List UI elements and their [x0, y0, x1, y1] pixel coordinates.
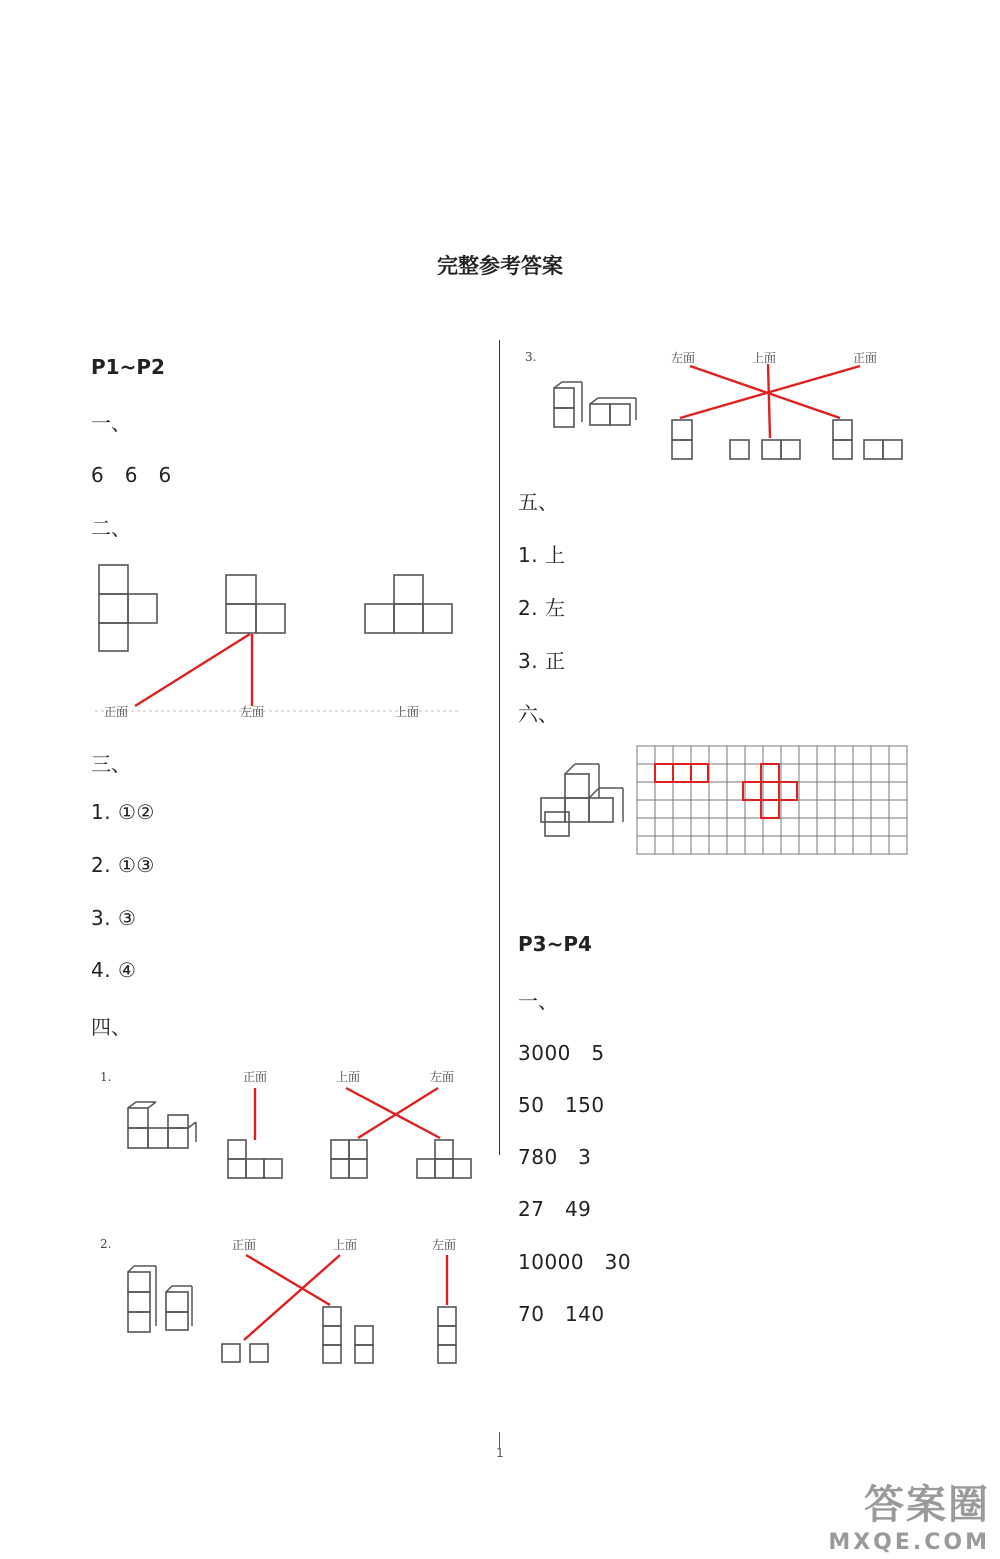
question-4-figure-3 [540, 360, 920, 470]
grid-cell [655, 818, 673, 836]
grid-cell [691, 764, 709, 782]
grid-cell [781, 818, 799, 836]
view-shape-3 [417, 1140, 471, 1178]
grid-cell [763, 836, 781, 854]
grid-cell [673, 746, 691, 764]
answer-row: 10000 30 [518, 1250, 632, 1274]
question-3-item: 1. ①② [91, 800, 155, 824]
grid-cell [871, 782, 889, 800]
grid-cell [799, 800, 817, 818]
grid-cell [889, 782, 907, 800]
grid-cell [637, 764, 655, 782]
grid-cell [709, 800, 727, 818]
grid-cell [637, 782, 655, 800]
grid-cell [871, 746, 889, 764]
grid-cell [817, 746, 835, 764]
grid-cell [835, 836, 853, 854]
grid-cell [853, 836, 871, 854]
view-label-top: 上面 [336, 1070, 361, 1084]
front-view-shape [99, 565, 157, 651]
question-2-label: 二、 [91, 516, 131, 540]
section-heading-p1-p2: P1~P2 [91, 355, 165, 379]
figure-number: 3. [525, 350, 537, 364]
view-label-left: 左面 [430, 1070, 455, 1084]
view-shape-2 [323, 1307, 373, 1363]
view-label-front: 正面 [243, 1070, 268, 1084]
grid-cell [709, 818, 727, 836]
connect-line [244, 1255, 340, 1340]
grid-cell [709, 782, 727, 800]
p3-question-1-label: 一、 [518, 989, 558, 1013]
grid-cell [763, 818, 781, 836]
highlight-shape-2 [743, 764, 797, 818]
grid-cell [691, 836, 709, 854]
grid-cell [781, 746, 799, 764]
grid-cell [817, 782, 835, 800]
grid-cell [745, 746, 763, 764]
view-shape-3 [833, 420, 902, 459]
grid-cell [637, 818, 655, 836]
grid-cell [799, 764, 817, 782]
connect-line [690, 366, 840, 418]
grid-cell [817, 764, 835, 782]
grid-cell [799, 836, 817, 854]
view-shape-3 [438, 1307, 456, 1363]
top-view-shape [365, 575, 452, 633]
grid-cell [835, 746, 853, 764]
question-5-item: 1. 上 [518, 543, 566, 567]
question-5-item: 2. 左 [518, 596, 566, 620]
grid-cell [853, 746, 871, 764]
question-6-label: 六、 [518, 702, 558, 726]
question-5-label: 五、 [518, 490, 558, 514]
cube-drawing [554, 382, 636, 427]
grid-cell [691, 746, 709, 764]
grid-cell [871, 818, 889, 836]
view-label-front: 正面 [104, 705, 129, 719]
site-watermark [828, 1473, 990, 1555]
grid-cell [835, 764, 853, 782]
view-label-left: 左面 [240, 705, 265, 719]
grid-cell [763, 746, 781, 764]
grid-cell [799, 818, 817, 836]
grid-cell [691, 800, 709, 818]
grid-cell [889, 764, 907, 782]
grid-cell [889, 746, 907, 764]
figure-number: 1. [100, 1070, 112, 1084]
connect-line [246, 1255, 330, 1305]
grid-cell [781, 836, 799, 854]
grid-cell [709, 764, 727, 782]
grid-cell [655, 836, 673, 854]
grid-cell [673, 818, 691, 836]
grid-cell [853, 782, 871, 800]
view-label-front: 正面 [232, 1238, 257, 1252]
view-label-top: 上面 [752, 351, 777, 365]
grid-cell [889, 836, 907, 854]
question-1-answers: 6 6 6 [91, 463, 172, 487]
question-3-label: 三、 [91, 752, 131, 776]
grid-cell [673, 836, 691, 854]
grid-cell [871, 764, 889, 782]
view-shape-1 [228, 1140, 282, 1178]
grid-cell [853, 800, 871, 818]
grid-cell [637, 746, 655, 764]
cube-tower-drawing [128, 1266, 192, 1332]
grid-cell [853, 818, 871, 836]
grid-cell [871, 800, 889, 818]
view-label-front: 正面 [853, 351, 878, 365]
grid-cell [637, 836, 655, 854]
grid-cell [691, 782, 709, 800]
grid-cell [853, 764, 871, 782]
question-3-item: 4. ④ [91, 958, 137, 982]
grid-cell [727, 836, 745, 854]
column-divider [499, 340, 500, 1155]
grid-cell [889, 818, 907, 836]
grid-cell [673, 782, 691, 800]
grid-cell [871, 836, 889, 854]
grid-cell [727, 746, 745, 764]
grid-cell [655, 764, 673, 782]
question-3-item: 3. ③ [91, 906, 137, 930]
grid-cell [727, 800, 745, 818]
question-1-label: 一、 [91, 411, 131, 435]
grid-cell [799, 746, 817, 764]
view-shape-1 [222, 1344, 268, 1362]
grid-cell [727, 764, 745, 782]
grid-cell [727, 818, 745, 836]
question-4-figure-1 [120, 1080, 490, 1185]
highlight-shape-1 [655, 764, 708, 782]
page-number: 1 [496, 1446, 504, 1460]
connect-line [768, 364, 770, 438]
answer-row: 70 140 [518, 1302, 605, 1326]
grid-cell [745, 818, 763, 836]
grid-cell [655, 800, 673, 818]
question-3-item: 2. ①③ [91, 853, 155, 877]
connect-line [135, 634, 250, 706]
grid-cell [889, 800, 907, 818]
grid-cell [799, 782, 817, 800]
grid-cell [745, 836, 763, 854]
grid-cell [709, 746, 727, 764]
grid-cell [817, 818, 835, 836]
view-shape-2 [331, 1140, 367, 1178]
grid-cell [781, 800, 799, 818]
question-5-item: 3. 正 [518, 649, 566, 673]
question-6-figure [520, 738, 920, 868]
grid-cell [673, 800, 691, 818]
view-label-left: 左面 [432, 1238, 457, 1252]
grid-cell [835, 782, 853, 800]
grid-cell [709, 836, 727, 854]
view-label-top: 上面 [395, 705, 420, 719]
view-shape-2 [730, 440, 800, 459]
grid-cell [655, 746, 673, 764]
grid-cell [835, 800, 853, 818]
grid-cell [817, 836, 835, 854]
grid-cell [781, 764, 799, 782]
page-title: 完整参考答案 [437, 254, 563, 278]
grid-cell [691, 818, 709, 836]
cross-cube-drawing [541, 764, 623, 836]
cube-stack-drawing [128, 1102, 196, 1148]
view-shape-1 [672, 420, 692, 459]
answer-row: 50 150 [518, 1093, 605, 1117]
grid-cell [655, 782, 673, 800]
view-label-left: 左面 [671, 351, 696, 365]
answer-row: 780 3 [518, 1145, 592, 1169]
grid-cell [817, 800, 835, 818]
watermark-logo-text: 答案圈 [864, 1482, 990, 1528]
question-4-label: 四、 [91, 1015, 131, 1039]
question-4-figure-2 [120, 1250, 490, 1370]
answer-row: 3000 5 [518, 1041, 605, 1065]
answer-row: 27 49 [518, 1197, 592, 1221]
section-heading-p3-p4: P3~P4 [518, 932, 592, 956]
view-label-top: 上面 [333, 1238, 358, 1252]
grid-cell [637, 800, 655, 818]
grid-cell [835, 818, 853, 836]
figure-number: 2. [100, 1237, 112, 1251]
left-view-shape [226, 575, 285, 633]
grid-cell [673, 764, 691, 782]
watermark-url: MXQE.COM [828, 1530, 990, 1555]
